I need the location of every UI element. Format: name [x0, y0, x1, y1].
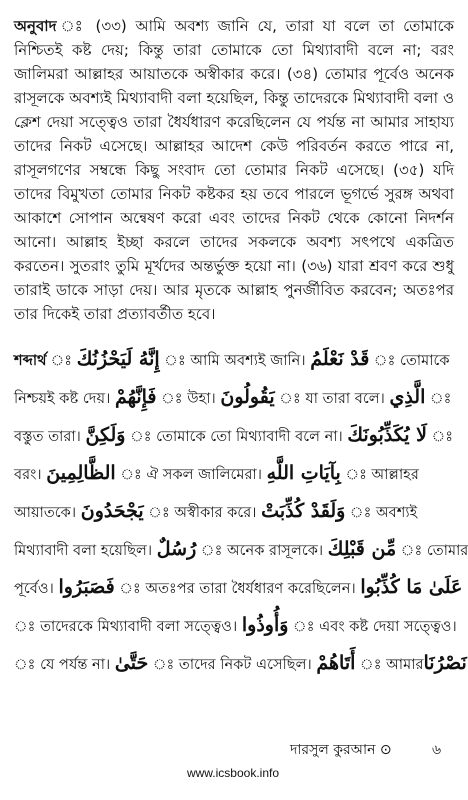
bangla-meaning: মিথ্যাবাদী বলা হয়েছিল।: [14, 542, 157, 559]
arabic-term: رُسُلٌ: [156, 538, 197, 560]
bangla-meaning: ঃ তাদেরকে মিথ্যাবাদী বলা সত্ত্বেও।: [14, 618, 242, 635]
glossary-line: [14, 454, 454, 492]
bangla-meaning: ঃ আমার: [355, 656, 424, 673]
arabic-term: فَصَبَرُوا: [58, 576, 115, 598]
circle-dot-icon: ⊙: [379, 742, 392, 758]
page-number: ৬: [432, 742, 442, 758]
glossary-line: [14, 568, 463, 606]
bangla-meaning: ঃ তোমাকে: [369, 352, 450, 369]
bangla-meaning: ঃ তোমার: [396, 542, 468, 559]
translation-paragraph: [14, 14, 454, 326]
arabic-term: فَإِنَّهُمْ: [114, 386, 157, 408]
arabic-term: وَلَكِنَّ: [85, 424, 126, 446]
bangla-meaning: ঃ ঐ সকল জালিমেরা।: [115, 466, 267, 483]
website-url: www.icsbook.info: [186, 766, 280, 780]
bangla-meaning: ঃ উহা।: [156, 390, 221, 407]
bangla-meaning: বস্তুত তারা।: [14, 428, 86, 445]
arabic-term: وَلَقَدْ كُذِّبَتْ: [261, 500, 346, 522]
bangla-meaning: ঃ: [427, 428, 454, 445]
arabic-term: بِآيَاتِ اللَّهِ: [266, 462, 341, 484]
arabic-term: يَجْحَدُونَ: [80, 500, 144, 522]
bangla-meaning: ঃ এবং কষ্ট দেয়া সত্ত্বেও।: [288, 618, 457, 635]
bangla-meaning: নিশ্চয়ই কষ্ট দেয়।: [14, 390, 115, 407]
bangla-meaning: ঃ তাদের নিকট এসেছিল।: [148, 656, 317, 673]
glossary-section: [14, 340, 468, 682]
bangla-meaning: ঃ আল্লাহর: [340, 466, 419, 483]
arabic-term: يَقُولُونَ: [220, 386, 275, 408]
arabic-term: قَدْ نَعْلَمُ: [310, 348, 370, 370]
arabic-term: وَأُوذُوا: [241, 614, 289, 636]
bangla-meaning: ঃ অস্বীকার করে।: [143, 504, 262, 521]
glossary-line: [14, 416, 454, 454]
glossary-heading: শব্দার্থ: [14, 352, 47, 369]
translation-heading: অনুবাদ: [14, 17, 57, 35]
bangla-meaning: ঃ: [425, 390, 452, 407]
glossary-line: [14, 378, 454, 416]
arabic-term: أَتَاهُمْ: [316, 652, 356, 674]
bangla-meaning: ঃ অবশ্যই: [345, 504, 418, 521]
bangla-meaning: পূর্বেও।: [14, 580, 59, 597]
arabic-term: الظَّالِمِينَ: [46, 462, 116, 484]
glossary-line: [14, 606, 457, 644]
glossary-line: [14, 492, 454, 530]
arabic-term: لَا يُكَذِّبُونَكَ: [347, 424, 427, 446]
glossary-line: [14, 644, 467, 682]
arabic-term: مِّن قَبْلِكَ: [327, 538, 397, 560]
arabic-term: نَصْرُنَا: [423, 652, 467, 674]
bangla-meaning: আয়াতকে।: [14, 504, 81, 521]
bangla-meaning: ঃ যে পর্যন্ত না।: [14, 656, 115, 673]
arabic-term: الَّذِي: [389, 386, 426, 408]
publisher-name: দারসুল কুরআন: [290, 742, 376, 758]
arabic-term: إِنَّهُ لَيَحْزُنُكَ: [76, 348, 160, 370]
footer-title: [290, 738, 392, 762]
bangla-meaning: ঃ: [46, 352, 77, 369]
translation-text: ঃ (৩৩) আমি অবশ্য জানি যে, তারা যা বলে তা তোমাকে নিশ্চিতই কষ্ট দেয়; কিন্তু তারা তোমাকে তো মিথ্যাবাদী বলে না; বরং জালিমরা আল্লাহর আয়াতকে অস্বীকার করে। (৩৪) তোমার পূর্বেও অনেক রাসূলকে অবশ্যই মিথ্যাবাদী বলা হয়েছিল, কিন্তু তাদেরকে মিথ্যাবাদী বলা ও ক্লেশ দেয়া সত্ত্বেও তারা ধৈর্যধারণ করেছিলেন যে পর্যন্ত না আমার সাহায্য তাদের নিকট এসেছে। আল্লাহর আদেশ কেউ পরিবর্তন করতে পারে না, রাসূলগণের সম্বন্ধে কিছু সংবাদ তো তোমার নিকট এসেছে। (৩৫) যদি তাদের বিমুখতা তোমার নিকট কষ্টকর হয় তবে পারলে ভূগর্ভে সুরঙ্গ অথবা আকাশে সোপান অন্বেষণ করো এবং তাদের নিকট থেকে কোনো নিদর্শন আনো। আল্লাহ ইচ্ছা করলে তাদের সকলকে অবশ্য সৎপথে একত্রিত করতেন। সুতরাং তুমি মূর্খদের অন্তর্ভুক্ত হয়ো না। (৩৬) যারা শ্রবণ করে শুধু তারাই ডাকে সাড়া দেয়। আর মৃতকে আল্লাহ পুনর্জীবিত করবেন; অতঃপর তার দিকেই তারা প্রত্যাবর্তীত হবে।: [14, 17, 454, 323]
glossary-line: [14, 530, 468, 568]
bangla-meaning: ঃ অনেক রাসূলকে।: [196, 542, 328, 559]
bangla-meaning: বরং।: [14, 466, 47, 483]
arabic-term: حَتَّىٰ: [114, 652, 149, 674]
glossary-line: [14, 340, 454, 378]
bangla-meaning: ঃ অতঃপর তারা ধৈর্যধারণ করেছিলেন।: [114, 580, 361, 597]
bangla-meaning: ঃ আমি অবশ্যই জানি।: [159, 352, 311, 369]
arabic-term: عَلَىٰ مَا كُذِّبُوا: [360, 576, 463, 598]
bangla-meaning: ঃ তোমাকে তো মিথ্যাবাদী বলে না।: [125, 428, 348, 445]
bangla-meaning: ঃ যা তারা বলে।: [274, 390, 390, 407]
